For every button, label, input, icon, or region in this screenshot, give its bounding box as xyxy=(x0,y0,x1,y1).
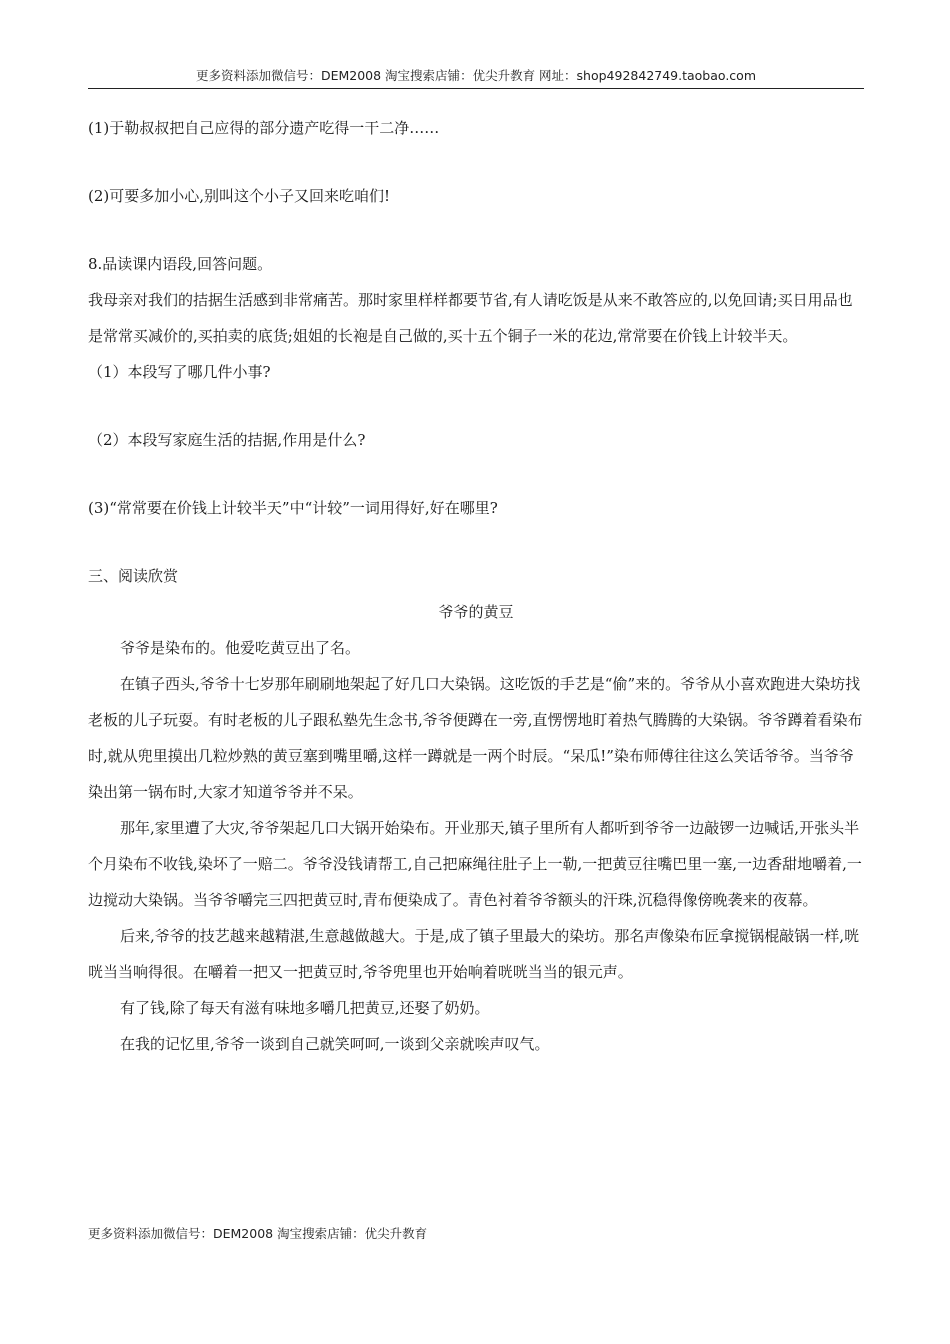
page-content xyxy=(88,110,864,1062)
q8-passage: 我母亲对我们的拮据生活感到非常痛苦。那时家里样样都要节省,有人请吃饭是从来不敢答应的,以免回请;买日用品也是常常买减价的,买拍卖的底货;姐姐的长袍是自己做的,买十五个铜子一米的花边,常常要在价钱上计较半天。 xyxy=(88,291,853,345)
page-header: 更多资料添加微信号：DEM2008 淘宝搜索店铺：优尖升教育 网址：shop492842749.taobao.com xyxy=(88,66,864,89)
q8-heading: 8.品读课内语段,回答问题。 xyxy=(88,255,273,273)
page-footer: 更多资料添加微信号：DEM2008 淘宝搜索店铺：优尖升教育 xyxy=(88,1226,428,1241)
article-paragraph: 在镇子西头,爷爷十七岁那年刷刷地架起了好几口大染锅。这吃饭的手艺是“偷”来的。爷爷从小喜欢跑进大染坊找老板的儿子玩耍。有时老板的儿子跟私塾先生念书,爷爷便蹲在一旁,直愣愣地盯着热气腾腾的大染锅。爷爷蹲着看染布时,就从兜里摸出几粒炒熟的黄豆塞到嘴里嚼,这样一蹲就是一两个时辰。“呆瓜!”染布师傅往往这么笑话爷爷。当爷爷染出第一锅布时,大家才知道爷爷并不呆。 xyxy=(88,675,863,801)
article-paragraph: 在我的记忆里,爷爷一谈到自己就笑呵呵,一谈到父亲就唉声叹气。 xyxy=(120,1035,550,1053)
article-paragraph: 有了钱,除了每天有滋有味地多嚼几把黄豆,还娶了奶奶。 xyxy=(120,999,490,1017)
q7-item-1: (1)于勒叔叔把自己应得的部分遗产吃得一干二净…… xyxy=(88,119,440,137)
article-title: 爷爷的黄豆 xyxy=(438,603,514,621)
q8-question-1: （1）本段写了哪几件小事? xyxy=(88,363,271,381)
q7-item-2: (2)可要多加小心,别叫这个小子又回来吃咱们! xyxy=(88,187,391,205)
q8-question-2: （2）本段写家庭生活的拮据,作用是什么? xyxy=(88,431,366,449)
section-three-heading: 三、阅读欣赏 xyxy=(88,567,179,585)
q8-question-3: (3)“常常要在价钱上计较半天”中“计较”一词用得好,好在哪里? xyxy=(88,499,498,517)
article-paragraph: 那年,家里遭了大灾,爷爷架起几口大锅开始染布。开业那天,镇子里所有人都听到爷爷一边敲锣一边喊话,开张头半个月染布不收钱,染坏了一赔二。爷爷没钱请帮工,自己把麻绳往肚子上一勒,一把黄豆往嘴巴里一塞,一边香甜地嚼着,一边搅动大染锅。当爷爷嚼完三四把黄豆时,青布便染成了。青色衬着爷爷额头的汗珠,沉稳得像傍晚袭来的夜幕。 xyxy=(88,819,862,909)
article-paragraph: 后来,爷爷的技艺越来越精湛,生意越做越大。于是,成了镇子里最大的染坊。那名声像染布匠拿搅锅棍敲锅一样,咣咣当当响得很。在嚼着一把又一把黄豆时,爷爷兜里也开始响着咣咣当当的银元声。 xyxy=(88,927,860,981)
article-paragraph: 爷爷是染布的。他爱吃黄豆出了名。 xyxy=(120,639,361,657)
